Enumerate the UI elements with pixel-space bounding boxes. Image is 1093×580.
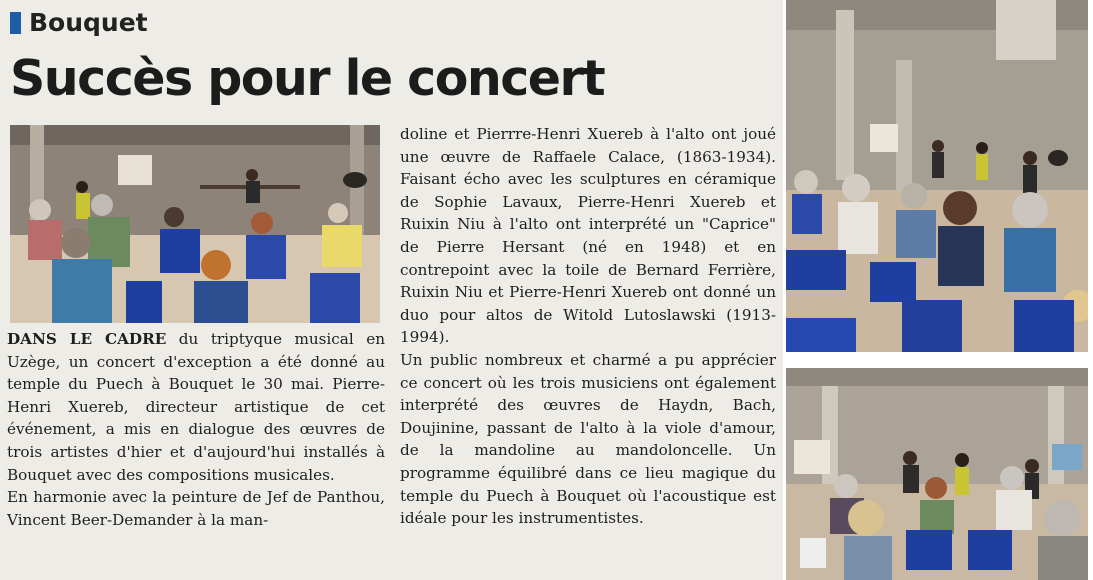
article-lead: DANS LE CADRE xyxy=(7,330,167,348)
paragraph xyxy=(7,328,385,486)
audience-photo xyxy=(786,0,1088,352)
paragraph: doline et Pierrre-Henri Xuereb à l'alto ont joué une œuvre de Raffaele Calace, (1863-1934). Faisant écho avec les sculptures en céramique de Sophie Lavaux, Pierre-Henri Xuereb et Ruixin Niu à l'alto ont interprété un "Caprice" de Pierre Hersant (né en 1948) et en contrepoint avec la toile de Bernard Ferrière, Ruixin Niu et Pierre-Henri Xuereb ont donné un duo pour altos de Witold Lutoslawski (1913-1994). xyxy=(400,125,776,347)
article-body-left xyxy=(7,328,385,531)
paragraph: En harmonie avec la peinture de Jef de Panthou, Vincent Beer-Demander à la man- xyxy=(7,488,385,529)
paragraph: Un public nombreux et charmé a pu apprécier ce concert où les trois musiciens ont également interprété des œuvres de Haydn, Bach, Doujinine, passant de l'alto à la viole d'amour, de la mandoline au mandoloncelle. Un programme équilibré dans ce lieu magique du temple du Puech à Bouquet où l'acoustique est idéale pour les instrumentistes. xyxy=(400,350,776,528)
concert-photo xyxy=(10,125,380,323)
headline: Succès pour le concert xyxy=(10,50,605,107)
section-marker xyxy=(10,12,21,34)
musicians-photo xyxy=(786,368,1088,580)
section-header xyxy=(10,8,148,37)
article-body-right xyxy=(400,123,776,530)
section-label: Bouquet xyxy=(29,8,148,37)
paragraph-text: du triptyque musical en Uzège, un concert d'exception a été donné au temple du Puech à Bouquet le 30 mai. Pierre-Henri Xuereb, directeur artistique de cet événement, a mis en dialogue des œuvres de trois artistes d'hier et d'aujourd'hui installés à Bouquet avec des compositions musicales. xyxy=(7,330,385,484)
